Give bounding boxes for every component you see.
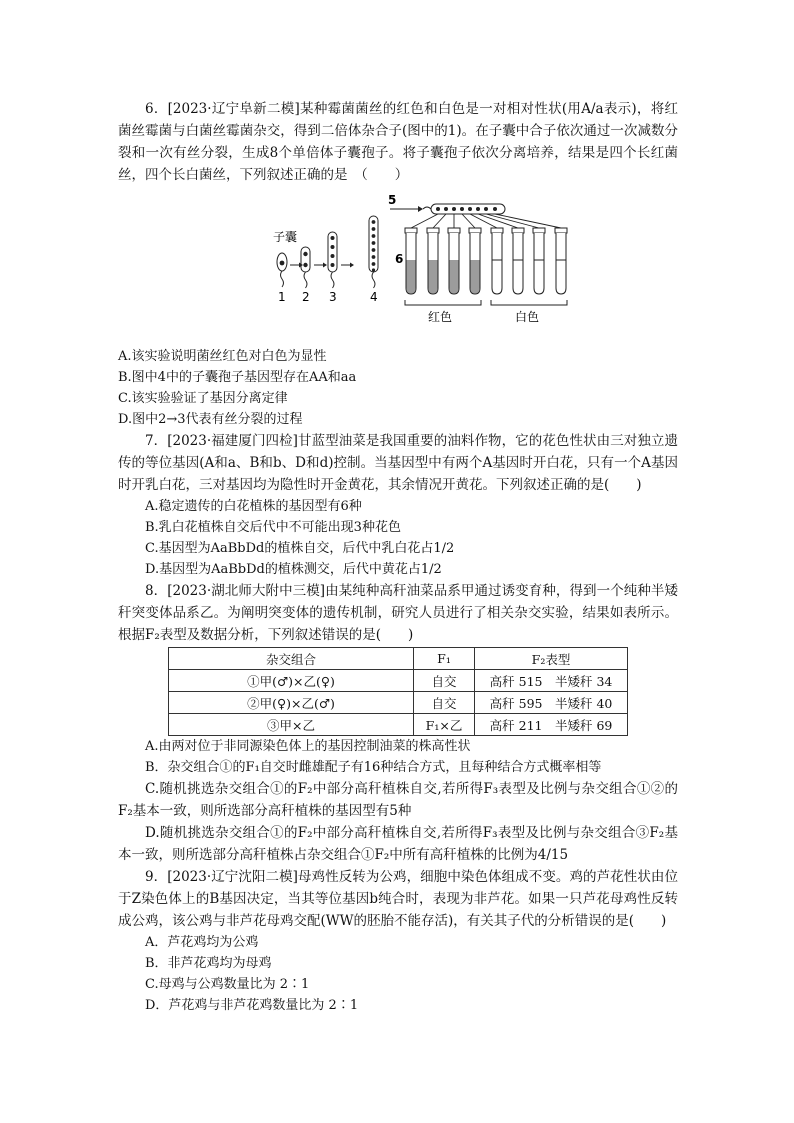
tube-red-1	[405, 228, 417, 294]
label-6: 6	[395, 252, 404, 266]
q6-option-d: D.图中2→3代表有丝分裂的过程	[118, 412, 303, 427]
stage-label-1: 1	[278, 290, 286, 304]
table-row	[169, 692, 628, 714]
table-header-f1: F₁	[414, 648, 475, 670]
label-ascus: 子囊	[273, 230, 298, 244]
q6-option-a: A.该实验说明菌丝红色对白色为显性	[118, 349, 327, 364]
ascus-diagram	[118, 188, 678, 338]
q6-option-b: B.图中4中的子囊孢子基因型存在AA和aa	[118, 370, 357, 385]
table-cell: F₁×乙	[414, 714, 475, 736]
tube-white-2	[512, 228, 524, 294]
q6-option-c: C.该实验验证了基因分离定律	[118, 391, 288, 406]
label-white: 白色	[515, 310, 540, 324]
q9-option-b: B．非芦花鸡均为母鸡	[145, 956, 272, 971]
table-row	[169, 670, 628, 692]
tube-white-3	[533, 228, 545, 294]
q7-option-d: D.基因型为AaBbDd的植株测交，后代中黄花占1/2	[145, 562, 442, 577]
spore-distribution-lines	[411, 214, 561, 228]
table-cell: 高秆 595 半矮秆 40	[475, 692, 628, 714]
q8-option-c: C.随机挑选杂交组合①的F₂中部分高秆植株自交,若所得F₃表型及比例与杂交组合①②的F₂基本一致，则所选部分高秆植株的基因型有5种	[118, 781, 678, 819]
bracket-white	[491, 300, 567, 305]
bracket-red	[405, 300, 481, 305]
q7-stem: 7．[2023·福建厦门四检]甘蓝型油菜是我国重要的油料作物，它的花色性状由三对独立遗传的等位基因(A和a、B和b、D和d)控制。当基因型中有两个A基因时开白花，只有一个A基因时开乳白花，三对基因均为隐性时开金黄花，其余情况开黄花。下列叙述正确的是( )	[118, 433, 678, 493]
q8-cross-table	[168, 647, 628, 736]
q8-option-b: B．杂交组合①的F₁自交时雌雄配子有16种结合方式，且每种结合方式概率相等	[145, 760, 602, 775]
table-cell: 自交	[414, 692, 475, 714]
q9-option-d: D．芦花鸡与非芦花鸡数量比为 2∶1	[145, 998, 359, 1013]
tube-white-4	[555, 228, 567, 294]
tube-red-4	[469, 228, 481, 294]
stage-2-ascus	[301, 247, 310, 288]
q7-option-c: C.基因型为AaBbDd的植株自交，后代中乳白花占1/2	[145, 541, 455, 556]
stage-label-3: 3	[329, 290, 337, 304]
table-cell: 自交	[414, 670, 475, 692]
q9-option-a: A．芦花鸡均为公鸡	[145, 935, 259, 950]
label-5: 5	[388, 193, 397, 207]
table-cell: ③甲×乙	[169, 714, 414, 736]
q6-figure	[118, 188, 678, 338]
tube-red-2	[427, 228, 439, 294]
stage-label-2: 2	[302, 290, 310, 304]
q8-option-a: A.由两对位于非同源染色体上的基因控制油菜的株高性状	[145, 739, 471, 754]
stage-4-ascus	[369, 216, 378, 288]
table-cell: ②甲(♀)×乙(♂)	[169, 692, 414, 714]
tube-white-1	[491, 228, 503, 294]
table-cell: 高秆 211 半矮秆 69	[475, 714, 628, 736]
q8-option-d: D.随机挑选杂交组合①的F₂中部分高秆植株自交,若所得F₃表型及比例与杂交组合③F₂基本一致，则所选部分高秆植株占杂交组合①F₂中所有高秆植株的比例为4/15	[118, 825, 678, 863]
q9-option-c: C.母鸡与公鸡数量比为 2∶1	[145, 977, 310, 992]
exam-page	[118, 98, 678, 1016]
table-header-row	[169, 648, 628, 670]
q7-option-b: B.乳白花植株自交后代中不可能出现3种花色	[145, 520, 401, 535]
table-header-cross: 杂交组合	[169, 648, 414, 670]
table-cell: ①甲(♂)×乙(♀)	[169, 670, 414, 692]
table-row	[169, 714, 628, 736]
stage-1-ascus	[277, 253, 287, 287]
test-tubes	[405, 228, 567, 294]
q7-option-a: A.稳定遗传的白花植株的基因型有6种	[145, 499, 362, 514]
q6-stem: 6．[2023·辽宁阜新二模]某种霉菌菌丝的红色和白色是一对相对性状(用A/a表示)，将红菌丝霉菌与白菌丝霉菌杂交，得到二倍体杂合子(图中的1)。在子囊中合子依次通过一次减数分裂和一次有丝分裂，生成8个单倍体子囊孢子。将子囊孢子依次分离培养，结果是四个长红菌丝，四个长白菌丝，下列叙述正确的是 （ ）	[118, 101, 678, 183]
table-cell: 高秆 515 半矮秆 34	[475, 670, 628, 692]
horizontal-ascus	[423, 204, 505, 214]
stage-3-ascus	[328, 232, 337, 288]
table-header-f2: F₂表型	[475, 648, 628, 670]
q9-stem: 9．[2023·辽宁沈阳二模]母鸡性反转为公鸡，细胞中染色体组成不变。鸡的芦花性状由位于Z染色体上的B基因决定，当其等位基因b纯合时，表现为非芦花。如果一只芦花母鸡性反转成公鸡，该公鸡与非芦花母鸡交配(WW的胚胎不能存活)，有关其子代的分析错误的是( )	[118, 869, 678, 929]
stage-label-4: 4	[370, 290, 378, 304]
label-red: 红色	[428, 310, 453, 324]
tube-red-3	[448, 228, 460, 294]
q8-stem: 8．[2023·湖北师大附中三模]由某纯种高秆油菜品系甲通过诱变育种，得到一个纯种半矮秆突变体品系乙。为阐明突变体的遗传机制，研究人员进行了相关杂交实验，结果如表所示。根据F₂表型及数据分析，下列叙述错误的是( )	[118, 583, 678, 643]
